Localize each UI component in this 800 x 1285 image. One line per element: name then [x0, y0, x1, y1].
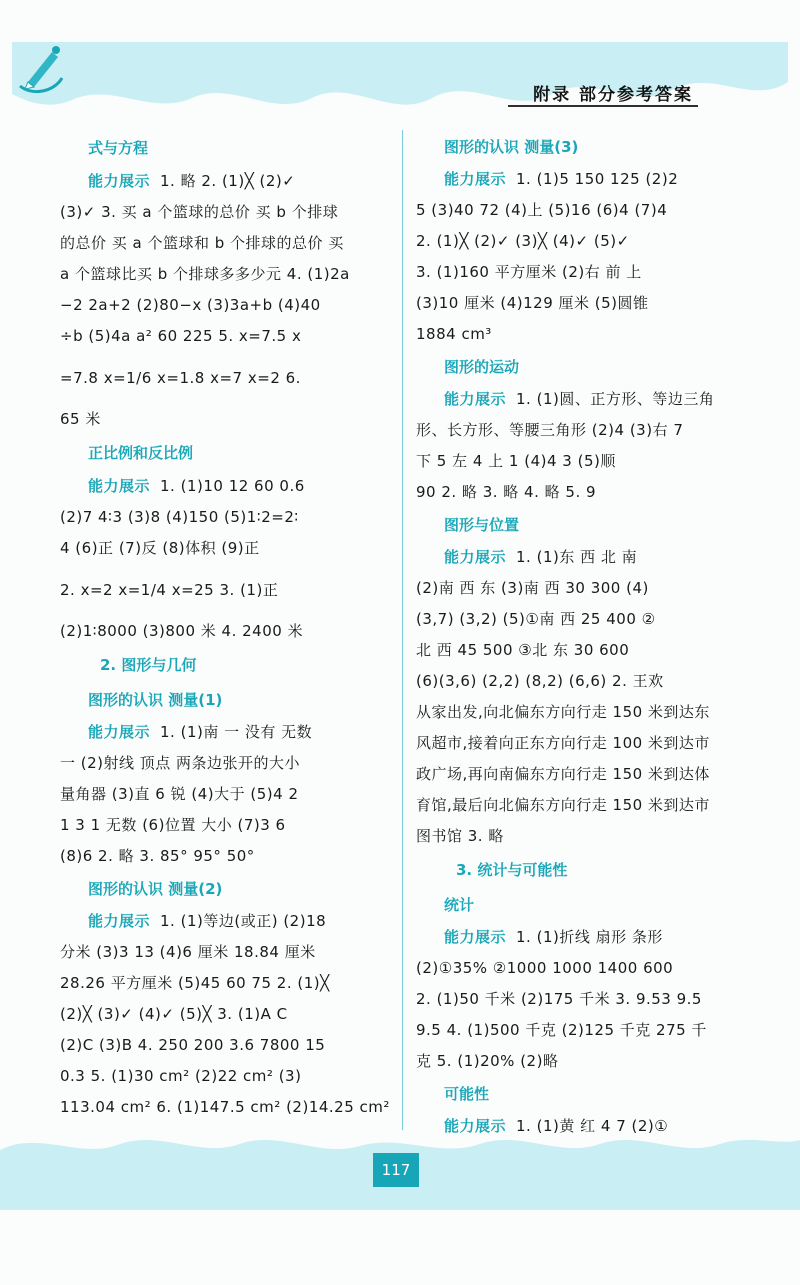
answer-line: 3. (1)160 平方厘米 (2)右 前 上 — [416, 263, 642, 281]
answer-line: 1884 cm³ — [416, 325, 492, 343]
answer-line: 9.5 4. (1)500 千克 (2)125 千克 275 千 — [416, 1021, 707, 1039]
answer-line: 政广场,再向南偏东方向行走 150 米到达体 — [416, 765, 710, 783]
lead-label: 能力展示 — [444, 548, 507, 566]
answer-line: −2 2a+2 (2)80−x (3)3a+b (4)40 — [60, 296, 321, 314]
answer-column-left — [60, 130, 390, 1123]
subsection-heading: 图形的认识 测量(3) — [444, 138, 579, 156]
answer-line: 28.26 平方厘米 (5)45 60 75 2. (1)╳ — [60, 974, 330, 992]
answer-line: 90 2. 略 3. 略 4. 略 5. 9 — [416, 483, 597, 501]
pen-icon — [12, 42, 68, 98]
answer-line: (2)7 4∶3 (3)8 (4)150 (5)1∶2=2∶ — [60, 508, 299, 526]
answer-line: =7.8 x=1/6 x=1.8 x=7 x=2 6. — [60, 369, 301, 387]
answer-column-right — [416, 130, 756, 1142]
answer-line-lead — [416, 384, 756, 415]
answer-line: 分米 (3)3 13 (4)6 厘米 18.84 厘米 — [60, 943, 316, 961]
answer-line: 0.3 5. (1)30 cm² (2)22 cm² (3) — [60, 1067, 302, 1085]
answer-line: 4 (6)正 (7)反 (8)体积 (9)正 — [60, 539, 260, 557]
lead-label: 能力展示 — [88, 912, 151, 930]
answer-text: 1. (1)东 西 北 南 — [516, 548, 638, 566]
header-rule — [508, 105, 698, 107]
answer-line: (8)6 2. 略 3. 85° 95° 50° — [60, 847, 255, 865]
answer-line: (2)①35% ②1000 1000 1400 600 — [416, 959, 674, 977]
answer-line: 5 (3)40 72 (4)上 (5)16 (6)4 (7)4 — [416, 201, 668, 219]
section-heading: 正比例和反比例 — [88, 444, 194, 462]
answer-line: 2. (1)╳ (2)✓ (3)╳ (4)✓ (5)✓ — [416, 232, 630, 250]
header-title: 附录 部分参考答案 — [533, 85, 693, 105]
section-heading: 式与方程 — [88, 139, 149, 157]
answer-line-lead — [60, 717, 380, 748]
answer-line: (3)✓ 3. 买 a 个篮球的总价 买 b 个排球 — [60, 203, 339, 221]
answer-line: 一 (2)射线 顶点 两条边张开的大小 — [60, 754, 301, 772]
answer-line-lead — [416, 542, 756, 573]
answer-line: ÷b (5)4a a² 60 225 5. x=7.5 x — [60, 327, 302, 345]
lead-label: 能力展示 — [444, 928, 507, 946]
answer-text: 1. (1)5 150 125 (2)2 — [516, 170, 679, 188]
answer-text: 1. (1)折线 扇形 条形 — [516, 928, 663, 946]
page-header — [12, 42, 788, 134]
answer-line: 量角器 (3)直 6 锐 (4)大于 (5)4 2 — [60, 785, 299, 803]
answer-line-lead — [60, 166, 380, 197]
answer-line: (3,7) (3,2) (5)①南 西 25 400 ② — [416, 610, 656, 628]
subsection-heading: 可能性 — [444, 1085, 490, 1103]
answer-line: (6)(3,6) (2,2) (8,2) (6,6) 2. 王欢 — [416, 672, 664, 690]
answer-line: 北 西 45 500 ③北 东 30 600 — [416, 641, 630, 659]
answer-text: 1. (1)圆、正方形、等边三角 — [516, 390, 715, 408]
lead-label: 能力展示 — [444, 390, 507, 408]
answer-line: (2)╳ (3)✓ (4)✓ (5)╳ 3. (1)A C — [60, 1005, 288, 1023]
answer-line: 形、长方形、等腰三角形 (2)4 (3)右 7 — [416, 421, 684, 439]
subsection-heading: 图形的认识 测量(1) — [88, 691, 223, 709]
answer-line: 克 5. (1)20% (2)略 — [416, 1052, 559, 1070]
lead-label: 能力展示 — [88, 172, 151, 190]
answer-line: 的总价 买 a 个篮球和 b 个排球的总价 买 — [60, 234, 344, 252]
answer-line: 65 米 — [60, 410, 101, 428]
answer-line-lead — [60, 906, 380, 937]
answer-line: 风超市,接着向正东方向行走 100 米到达市 — [416, 734, 710, 752]
answer-line: 2. x=2 x=1/4 x=25 3. (1)正 — [60, 581, 279, 599]
column-divider — [402, 130, 403, 1130]
answer-line: 图书馆 3. 略 — [416, 827, 504, 845]
page-number: 117 — [373, 1153, 419, 1187]
answer-text: 1. 略 2. (1)╳ (2)✓ — [160, 172, 296, 190]
subsection-heading: 统计 — [444, 896, 475, 914]
answer-line: (2)南 西 东 (3)南 西 30 300 (4) — [416, 579, 649, 597]
answer-line: (2)C (3)B 4. 250 200 3.6 7800 15 — [60, 1036, 326, 1054]
answer-text: 1. (1)10 12 60 0.6 — [160, 477, 305, 495]
answer-line: (2)1∶8000 (3)800 米 4. 2400 米 — [60, 622, 304, 640]
answer-line: 育馆,最后向北偏东方向行走 150 米到达市 — [416, 796, 710, 814]
answer-line: 2. (1)50 千米 (2)175 千米 3. 9.53 9.5 — [416, 990, 702, 1008]
answer-line: a 个篮球比买 b 个排球多多少元 4. (1)2a — [60, 265, 350, 283]
answer-text: 1. (1)等边(或正) (2)18 — [160, 912, 327, 930]
answer-line: 113.04 cm² 6. (1)147.5 cm² (2)14.25 cm² — [60, 1098, 390, 1116]
answer-line: 1 3 1 无数 (6)位置 大小 (7)3 6 — [60, 816, 286, 834]
answer-text: 1. (1)南 一 没有 无数 — [160, 723, 313, 741]
answer-line-lead — [416, 164, 756, 195]
chapter-heading: 3. 统计与可能性 — [456, 861, 568, 879]
lead-label: 能力展示 — [88, 723, 151, 741]
answer-line-lead — [60, 471, 380, 502]
answer-line: 下 5 左 4 上 1 (4)4 3 (5)顺 — [416, 452, 616, 470]
answer-text: 1. (1)黄 红 4 7 (2)① — [516, 1117, 669, 1135]
answer-line-lead — [416, 922, 756, 953]
chapter-heading: 2. 图形与几何 — [100, 656, 197, 674]
subsection-heading: 图形的运动 — [444, 358, 520, 376]
lead-label: 能力展示 — [444, 1117, 507, 1135]
subsection-heading: 图形与位置 — [444, 516, 520, 534]
lead-label: 能力展示 — [88, 477, 151, 495]
answer-line: (3)10 厘米 (4)129 厘米 (5)圆锥 — [416, 294, 649, 312]
lead-label: 能力展示 — [444, 170, 507, 188]
answer-line: 从家出发,向北偏东方向行走 150 米到达东 — [416, 703, 710, 721]
subsection-heading: 图形的认识 测量(2) — [88, 880, 223, 898]
